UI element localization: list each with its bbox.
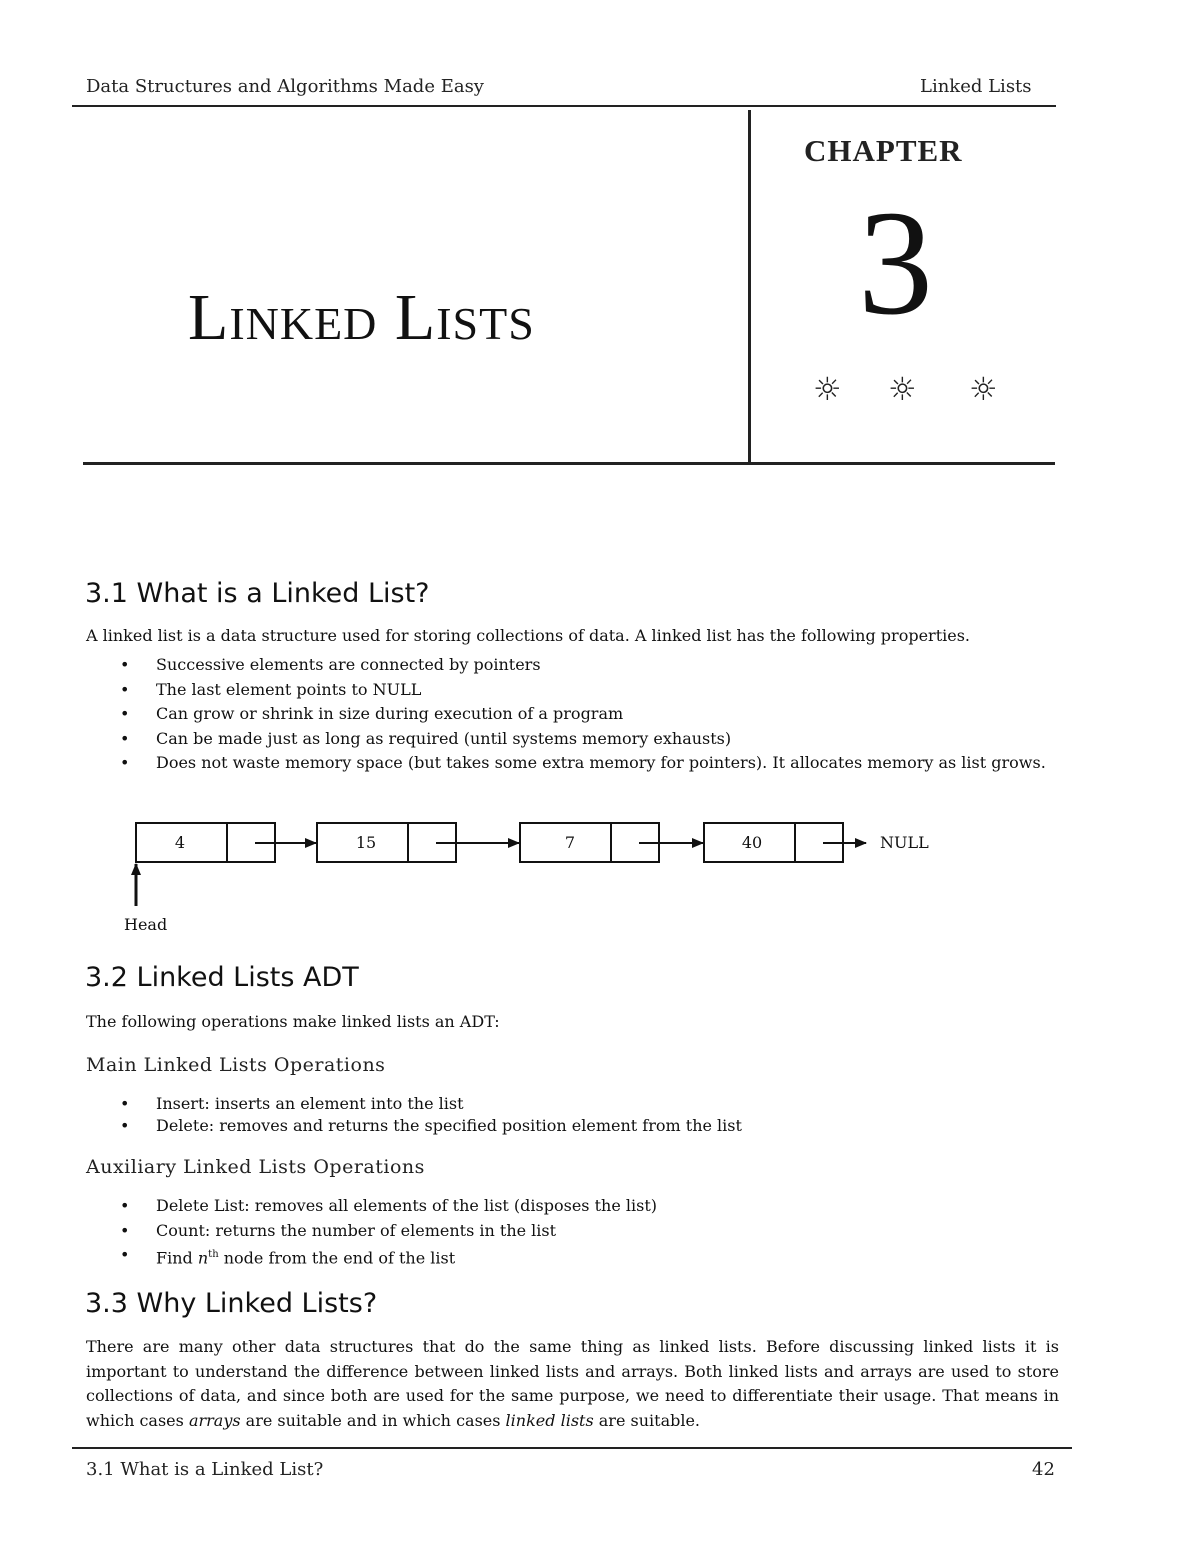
node-value: 15 — [355, 833, 377, 852]
find-superscript: th — [208, 1249, 219, 1260]
list-item: • Delete List: removes all elements of the list (disposes the list) — [86, 1194, 1061, 1219]
list-item: • Count: returns the number of elements in the list — [86, 1219, 1061, 1244]
list-item: • Can be made just as long as required (until systems memory exhausts) — [86, 727, 1061, 752]
properties-list — [86, 653, 1061, 776]
ornament-icon: ☼ — [813, 370, 842, 408]
list-item: • Delete: removes and returns the specified position element from the list — [86, 1115, 1061, 1137]
find-variable: n — [197, 1248, 209, 1268]
footer-section: 3.1 What is a Linked List? — [86, 1459, 324, 1480]
list-node — [520, 823, 659, 862]
list-item: • Successive elements are connected by pointers — [86, 653, 1061, 678]
section-heading-3-3: 3.3 Why Linked Lists? — [85, 1288, 378, 1319]
subheading-main-operations: Main Linked Lists Operations — [86, 1054, 386, 1076]
list-item: • Does not waste memory space (but takes some extra memory for pointers). It allocates memory as list grows. — [86, 751, 1061, 776]
list-item: • Can grow or shrink in size during execution of a program — [86, 702, 1061, 727]
node-value: 7 — [564, 833, 576, 852]
chapter-title: Linked Lists — [188, 281, 535, 354]
null-label: NULL — [880, 833, 929, 852]
paragraph-text: are suitable. — [593, 1410, 701, 1430]
running-header-title: Data Structures and Algorithms Made Easy — [86, 76, 484, 97]
header-rule — [72, 105, 1056, 107]
chapter-number: 3 — [858, 180, 933, 346]
page-number: 42 — [1032, 1459, 1055, 1480]
chapter-bottom-rule — [83, 462, 1055, 465]
emphasis-arrays: arrays — [188, 1410, 241, 1430]
node-value: 4 — [174, 833, 186, 852]
section-intro: The following operations make linked lists an ADT: — [86, 1012, 500, 1031]
running-header-chapter: Linked Lists — [920, 76, 1032, 97]
section-heading-3-2: 3.2 Linked Lists ADT — [85, 962, 359, 993]
find-prefix: Find — [156, 1248, 198, 1268]
list-node — [704, 823, 843, 862]
list-node — [136, 823, 275, 862]
list-item: • Insert: inserts an element into the list — [86, 1093, 1061, 1115]
find-suffix: node from the end of the list — [218, 1248, 456, 1268]
chapter-divider-vertical — [748, 110, 751, 464]
subheading-auxiliary-operations: Auxiliary Linked Lists Operations — [86, 1156, 425, 1178]
footer-rule — [72, 1447, 1072, 1449]
head-label: Head — [124, 915, 168, 934]
auxiliary-operations-list — [86, 1194, 1061, 1271]
list-node — [317, 823, 456, 862]
chapter-label: CHAPTER — [804, 133, 963, 168]
paragraph-text: There are many other data structures that do the same thing as linked lists. Before discussing linked lists it is important to understand the difference between linked lists and arrays. Both linked lists and arrays are used to store collections of data, and since both are used for the same purpose, we need to differentiate their usage. That means in which cases — [86, 1337, 1059, 1430]
ornament-icon: ☼ — [888, 370, 917, 408]
emphasis-linked-lists: linked lists — [505, 1410, 594, 1430]
list-item — [86, 1243, 1061, 1271]
section-intro: A linked list is a data structure used for storing collections of data. A linked list has the following properties. — [86, 626, 970, 645]
node-value: 40 — [741, 833, 763, 852]
main-operations-list — [86, 1093, 1061, 1137]
ornament-icon: ☼ — [969, 370, 998, 408]
section-heading-3-1: 3.1 What is a Linked List? — [85, 578, 430, 609]
linked-list-diagram — [0, 810, 1200, 940]
list-item: • The last element points to NULL — [86, 678, 1061, 703]
paragraph-text: are suitable and in which cases — [240, 1410, 506, 1430]
section-paragraph — [86, 1335, 1059, 1433]
